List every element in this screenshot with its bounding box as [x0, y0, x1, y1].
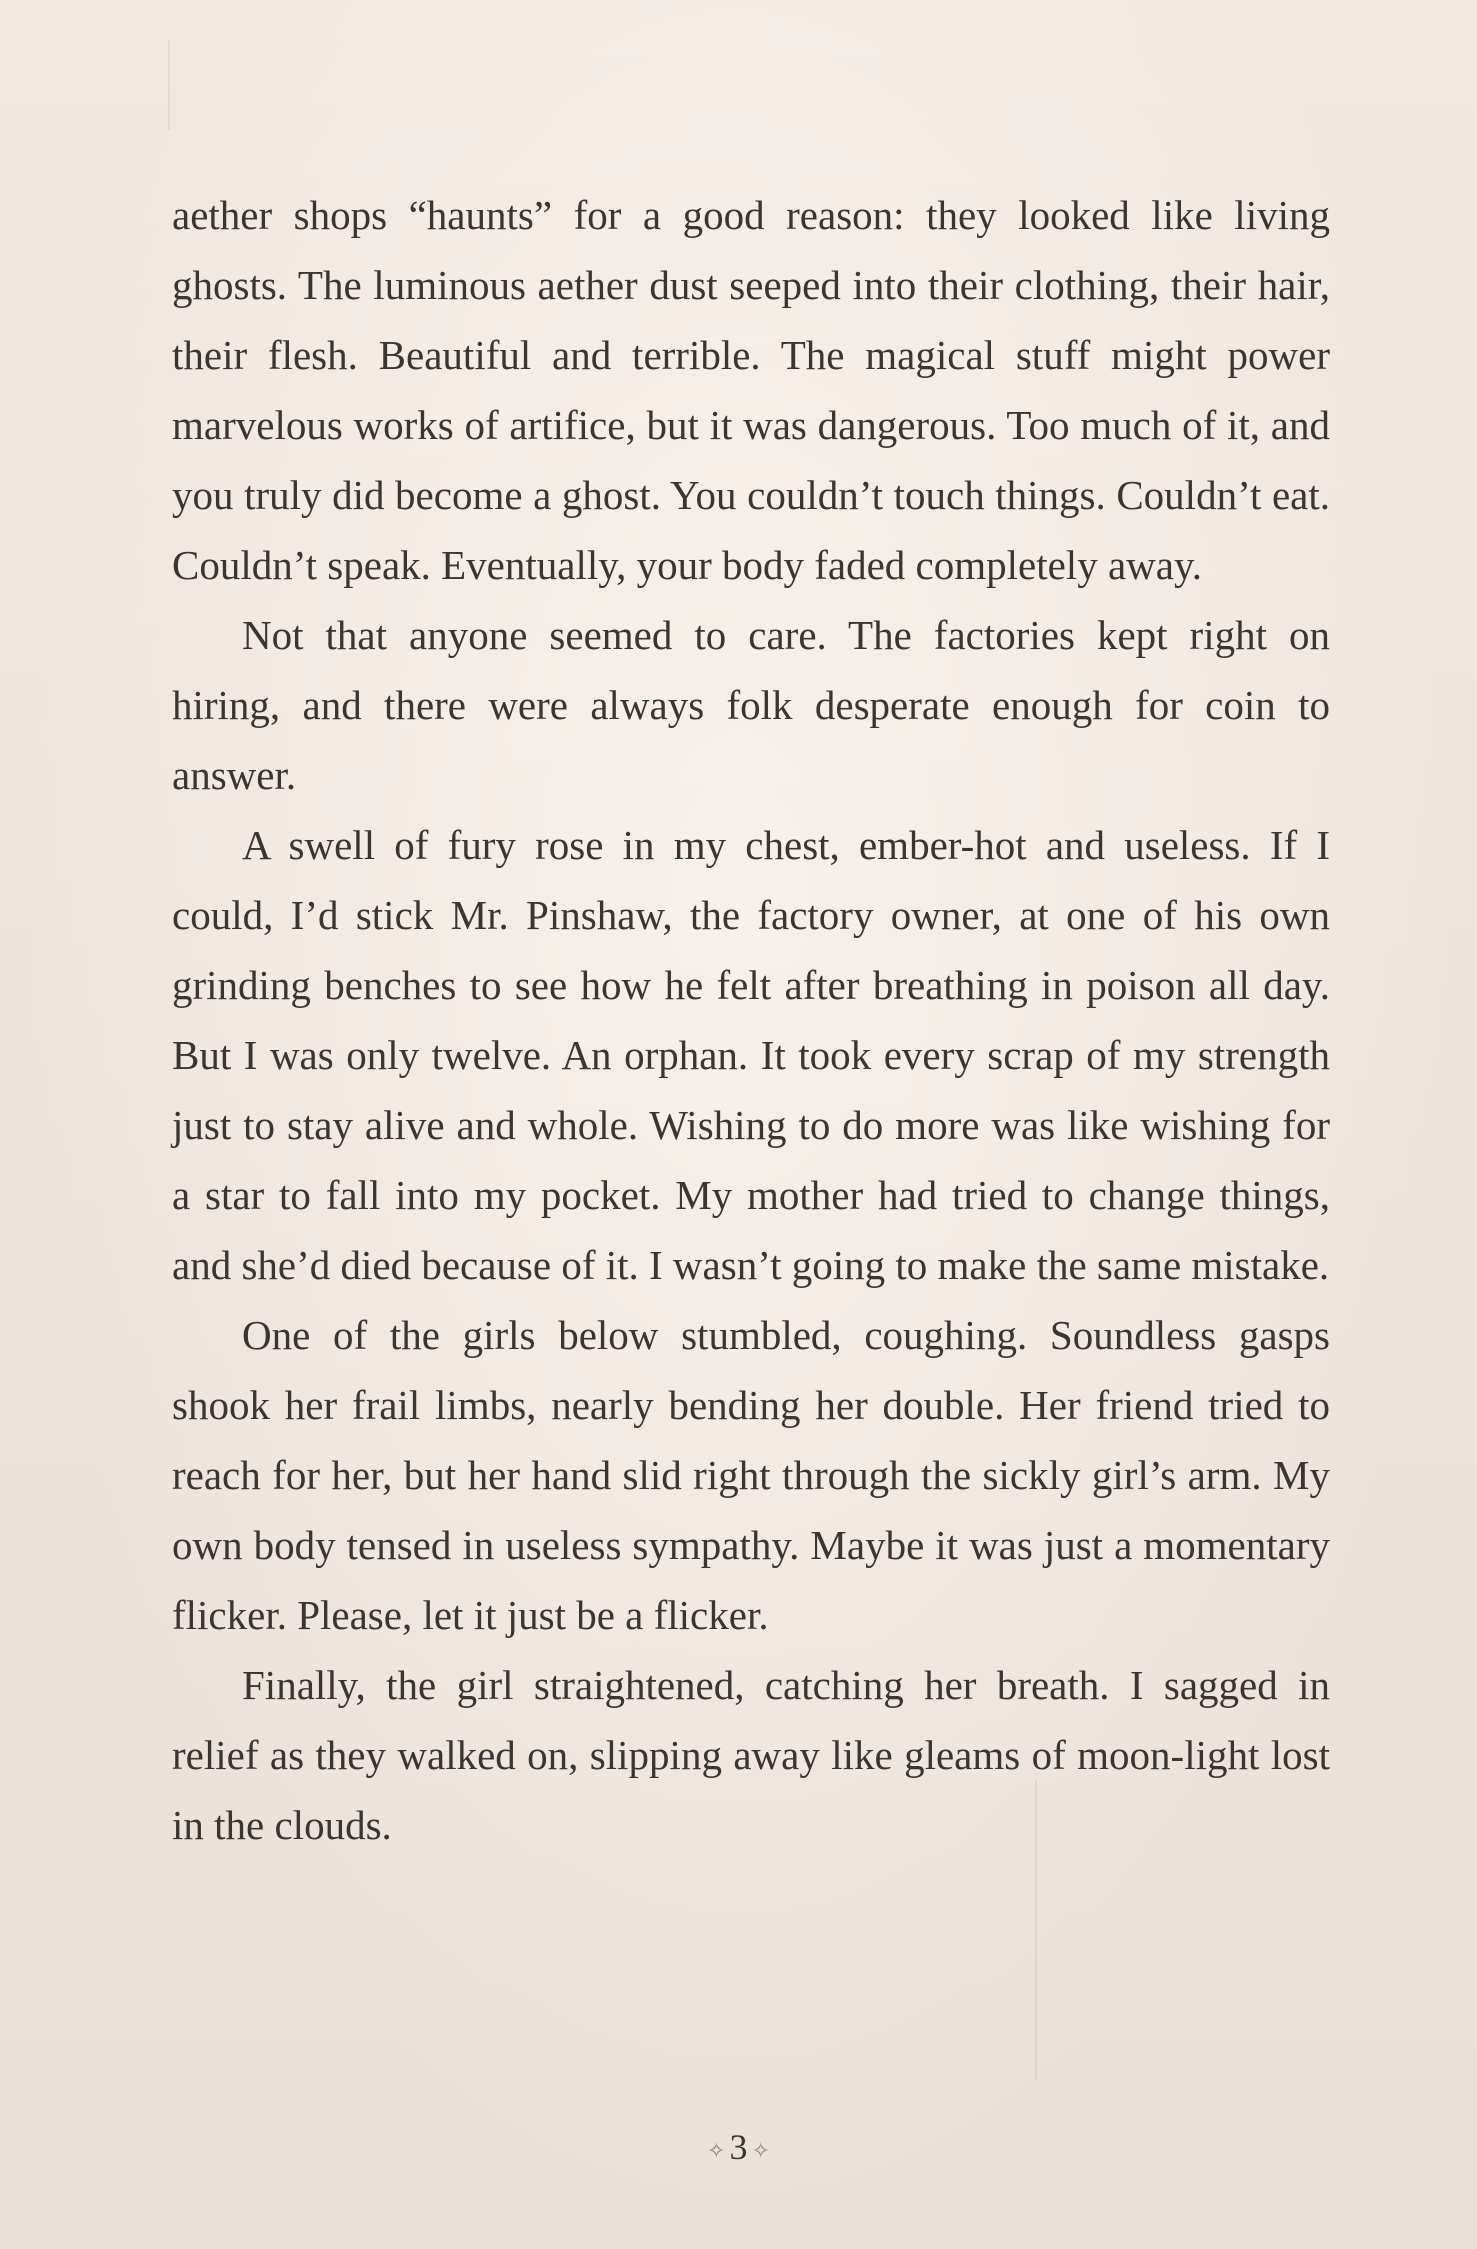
ornament-right-icon: ✧ [751, 2137, 770, 2163]
ornament-left-icon: ✧ [707, 2137, 726, 2163]
page-number: 3 [729, 2127, 748, 2167]
paragraph-4: One of the girls below stumbled, coughing. Soundless gasps shook her frail limbs, nearly bending her double. Her friend tried to reach for her, but her hand slid right through the sickly girl’s arm. My own body tensed in useless sympathy. Maybe it was just a momentary flicker. Please, let it just be a flicker. [172, 1312, 1330, 1638]
paper-crease [168, 40, 170, 130]
page-number-footer [0, 2126, 1477, 2168]
body-text [172, 180, 1330, 1860]
paragraph-5: Finally, the girl straightened, catching her breath. I sagged in relief as they walked on, slipping away like gleams of moon-light lost in the clouds. [172, 1662, 1330, 1848]
paragraph-3: A swell of fury rose in my chest, ember-hot and useless. If I could, I’d stick Mr. Pinshaw, the factory owner, at one of his own grinding benches to see how he felt after breathing in poison all day. But I was only twelve. An orphan. It took every scrap of my strength just to stay alive and whole. Wishing to do more was like wishing for a star to fall into my pocket. My mother had tried to change things, and she’d died because of it. I wasn’t going to make the same mistake. [172, 822, 1330, 1288]
paragraph-2: Not that anyone seemed to care. The factories kept right on hiring, and there were always folk desperate enough for coin to answer. [172, 612, 1330, 798]
paragraph-1: aether shops “haunts” for a good reason: they looked like living ghosts. The luminous aether dust seeped into their clothing, their hair, their flesh. Beautiful and terrible. The magical stuff might power marvelous works of artifice, but it was dangerous. Too much of it, and you truly did become a ghost. You couldn’t touch things. Couldn’t eat. Couldn’t speak. Eventually, your body faded completely away. [172, 192, 1330, 588]
